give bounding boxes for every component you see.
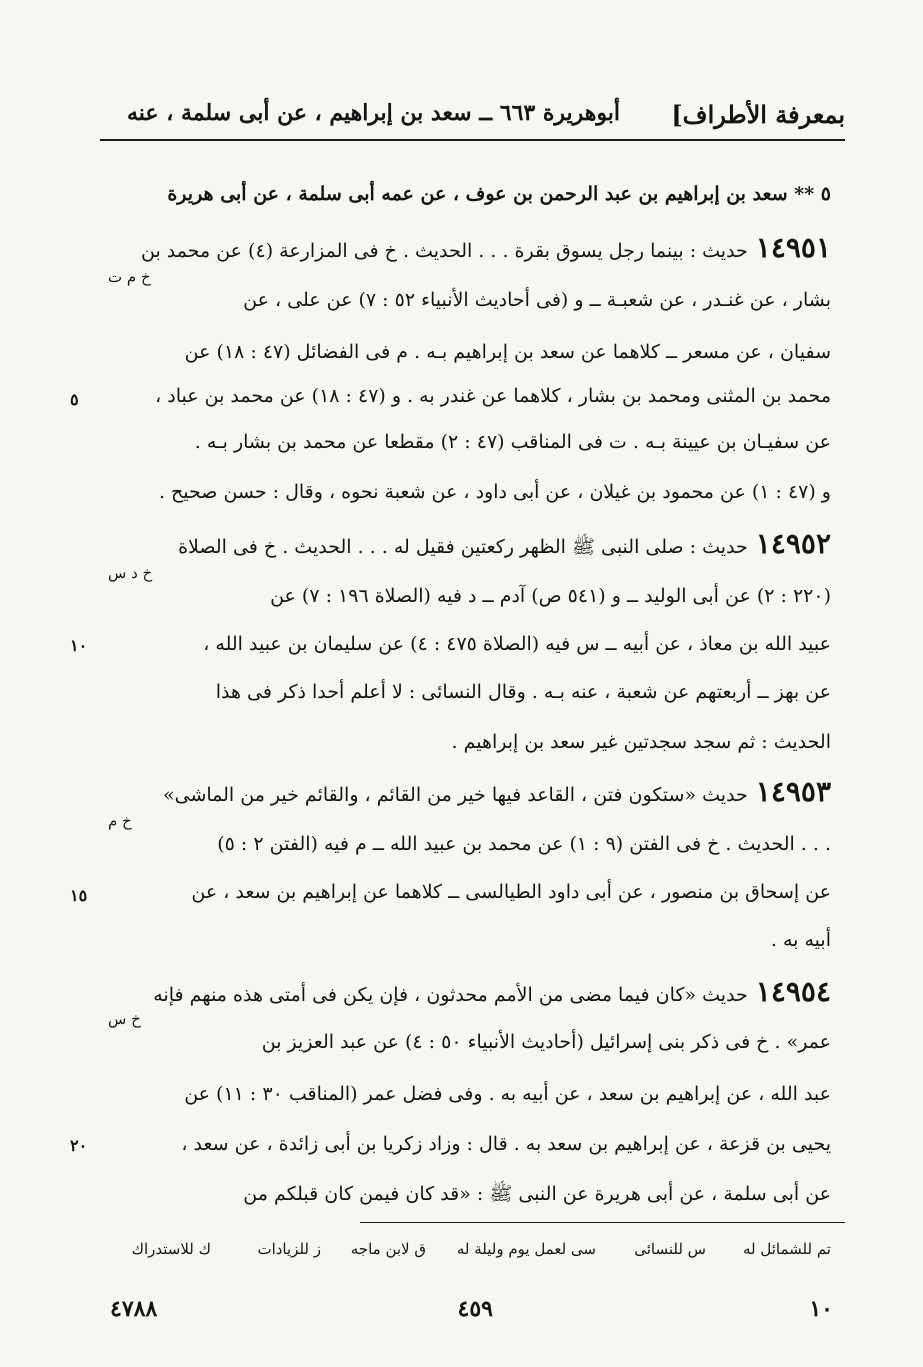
footnote-item: تم للشمائل له (742, 1240, 831, 1258)
entry-line: عن أبى سلمة ، عن أبى هريرة عن النبى ﷺ : «قد كان فيمن كان قبلكم من (243, 1183, 831, 1205)
margin-line-number: ٢٠ (70, 1136, 88, 1155)
heading-text: سعد بن إبراهيم بن عبد الرحمن بن عوف ، عن عمه أبى سلمة ، عن أبى هريرة (167, 183, 788, 205)
footer-left-number: ٤٧٨٨ (110, 1296, 158, 1322)
entry-text: حديث «كان فيما مضى من الأمم محدثون ، فإن يكن فى أمتى هذه منهم فإنه (153, 984, 748, 1006)
margin-line-number: ١٠ (70, 636, 88, 655)
entry-line: عن بهز ــ أربعتهم عن شعبة ، عنه بـه . وقال النسائى : لا أعلم أحدا ذكر فى هذا (215, 681, 831, 703)
footnote-item: ز للزيادات (257, 1240, 321, 1258)
chain-heading (101, 180, 831, 208)
source-sigla: خ د س (108, 564, 153, 582)
hadith-number: ١٤٩٥٣ (755, 775, 831, 808)
entry-text: حديث : بينما رجل يسوق بقرة . . . الحديث . خ فى المزارعة (٤) عن محمد بن (140, 240, 748, 262)
entry-line (101, 231, 831, 265)
source-sigla: خ س (108, 1010, 141, 1028)
entry-line: (٢٢٠ : ٢) عن أبى الوليد ــ و (٥٤١ ص) آدم ــ د فيه (الصلاة ١٩٦ : ٧) عن (270, 585, 831, 607)
entry-line: عبد الله ، عن إبراهيم بن سعد ، عن أبيه به . وفى فضل عمر (المناقب ٣٠ : ١١) عن (184, 1083, 831, 1105)
entry-line: عبيد الله بن معاذ ، عن أبيه ــ س فيه (الصلاة ٤٧٥ : ٤) عن سليمان بن عبيد الله ، (203, 633, 831, 655)
entry-line (101, 527, 831, 561)
footnote-item: ك للاستدراك (131, 1240, 211, 1258)
margin-line-number: ٥ (70, 390, 79, 409)
margin-line-number: ١٥ (70, 886, 88, 905)
footer-right-number: ١٠ (809, 1296, 833, 1322)
entry-line: و (٤٧ : ١) عن محمود بن غيلان ، عن أبى داود ، عن شعبة نحوه ، وقال : حسن صحيح . (158, 481, 831, 503)
hadith-number: ١٤٩٥١ (755, 231, 831, 264)
entry-line: سفيان ، عن مسعر ــ كلاهما عن سعد بن إبراهيم بـه . م فى الفضائل (٤٧ : ١٨) عن (184, 341, 831, 363)
entry-line (101, 975, 831, 1009)
entry-line: أبيه به . (770, 929, 831, 951)
entry-line: محمد بن المثنى ومحمد بن بشار ، كلاهما عن غندر به . و (٤٧ : ١٨) عن محمد بن عباد ، (155, 385, 831, 407)
footnote-item: س للنسائى (634, 1240, 706, 1258)
source-sigla: خ م ت (108, 268, 151, 286)
source-sigla: خ م (108, 812, 132, 830)
header-rule (100, 139, 845, 141)
footnote-abbreviations (91, 1240, 831, 1266)
footnote-item: سى لعمل يوم وليلة له (456, 1240, 596, 1258)
hadith-number: ١٤٩٥٢ (755, 527, 831, 560)
entry-text: حديث : صلى النبى ﷺ الظهر ركعتين فقيل له . . . الحديث . خ فى الصلاة (178, 536, 748, 558)
entry-line: بشار ، عن غنـدر ، عن شعبـة ــ و (فى أحاديث الأنبياء ٥٢ : ٧) عن على ، عن (243, 289, 831, 311)
header-book-title: بمعرفة الأطراف] (671, 100, 845, 129)
entry-line: يحيى بن قزعة ، عن إبراهيم بن سعد به . قال : وزاد زكريا بن أبى زائدة ، عن سعد ، (181, 1133, 831, 1155)
entry-line (101, 775, 831, 809)
footnote-rule (360, 1222, 845, 1223)
heading-marker: ٥ ** (794, 183, 831, 205)
entry-line: عن سفيـان بن عيينة بـه . ت فى المناقب (٤٧ : ٢) مقطعا عن محمد بن بشار بـه . (194, 431, 831, 453)
hadith-number: ١٤٩٥٤ (755, 975, 831, 1008)
page-number: ٤٥٩ (457, 1296, 493, 1322)
running-header (100, 94, 845, 134)
entry-line: الحديث : ثم سجد سجدتين غير سعد بن إبراهيم . (451, 731, 831, 753)
entry-line: . . . الحديث . خ فى الفتن (٩ : ١) عن محمد بن عبيد الله ــ م فيه (الفتن ٢ : ٥) (217, 833, 831, 855)
footnote-item: ق لابن ماجه (350, 1240, 426, 1258)
entry-line: عن إسحاق بن منصور ، عن أبى داود الطيالسى ــ كلاهما عن إبراهيم بن سعد ، عن (191, 881, 831, 903)
entry-line: عمر» . خ فى ذكر بنى إسرائيل (أحاديث الأنبياء ٥٠ : ٤) عن عبد العزيز بن (261, 1031, 831, 1053)
entry-text: حديث «ستكون فتن ، القاعد فيها خير من القائم ، والقائم خير من الماشى» (162, 784, 748, 806)
header-section-title: أبوهريرة ٦٦٣ ــ سعد بن إبراهيم ، عن أبى سلمة ، عنه (126, 100, 620, 126)
